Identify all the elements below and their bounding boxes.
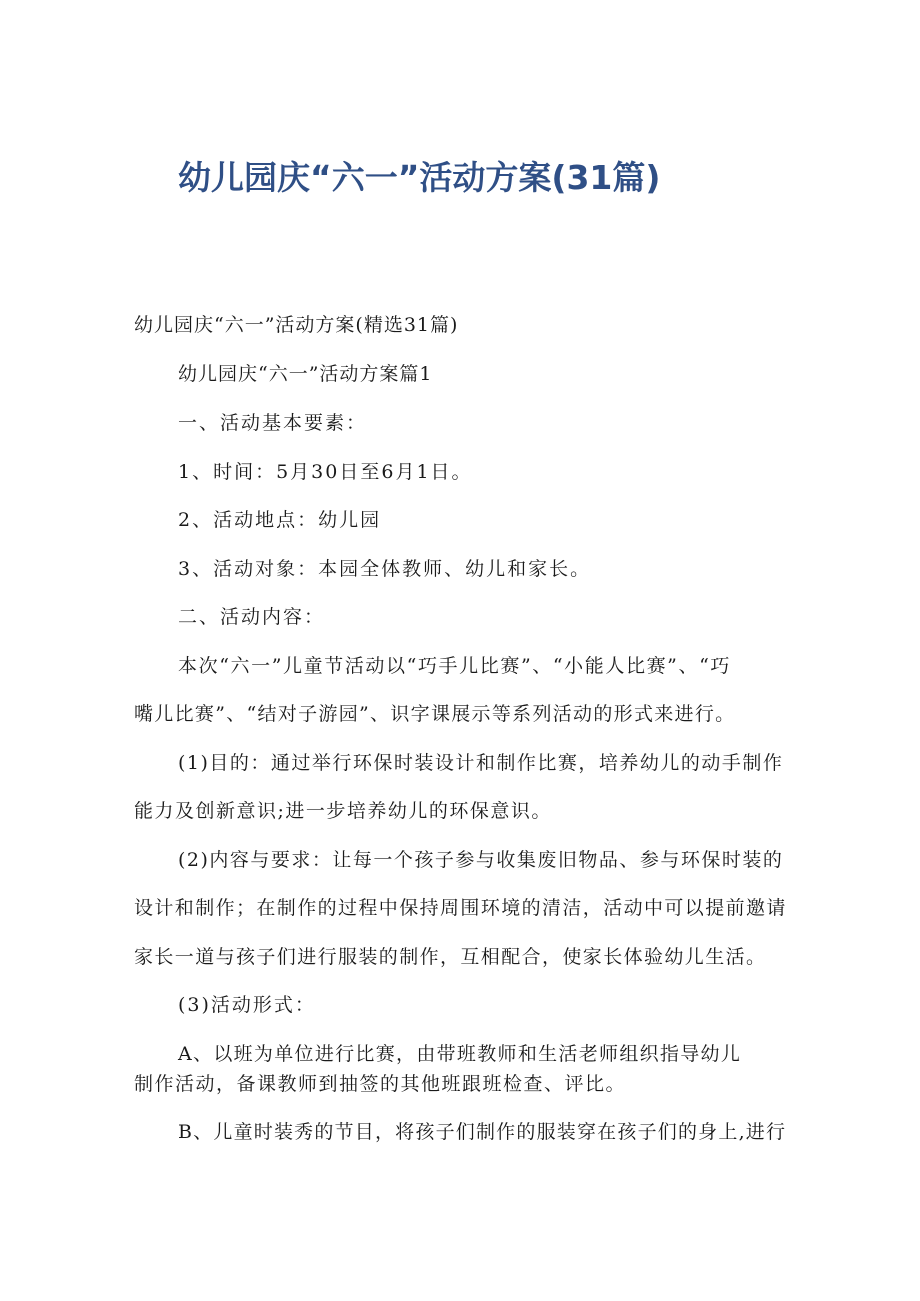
text-line: 2、活动地点：幼儿园 xyxy=(178,509,382,531)
text-line: 1、时间：5月30日至6月1日。 xyxy=(178,461,473,483)
text-line: A、以班为单位进行比赛，由带班教师和生活老师组织指导幼儿 xyxy=(178,1043,742,1065)
text-line: 能力及创新意识;进一步培养幼儿的环保意识。 xyxy=(134,800,552,822)
text-line: 制作活动，备课教师到抽签的其他班跟班检查、评比。 xyxy=(134,1073,627,1095)
text-line: B、儿童时装秀的节目，将孩子们制作的服装穿在孩子们的身上,进行 xyxy=(178,1121,787,1143)
text-line: 嘴儿比赛”、“结对子游园”、识字课展示等系列活动的形式来进行。 xyxy=(134,703,736,725)
document-title: 幼儿园庆“六一”活动方案(31篇) xyxy=(178,158,661,197)
text-line: (2)内容与要求：让每一个孩子参与收集废旧物品、参与环保时装的 xyxy=(178,849,784,871)
subtitle-line: 幼儿园庆“六一”活动方案(精选31篇) xyxy=(134,314,459,336)
text-line: 3、活动对象：本园全体教师、幼儿和家长。 xyxy=(178,558,592,580)
text-line: 二、活动内容： xyxy=(178,606,326,628)
text-line: 一、活动基本要素： xyxy=(178,412,368,434)
text-line: (3)活动形式： xyxy=(178,994,316,1016)
text-line: 设计和制作；在制作的过程中保持周围环境的清洁，活动中可以提前邀请 xyxy=(134,897,787,919)
text-line: 家长一道与孩子们进行服装的制作，互相配合，使家长体验幼儿生活。 xyxy=(134,946,767,968)
text-line: 本次“六一”儿童节活动以“巧手儿比赛”、“小能人比赛”、“巧 xyxy=(178,655,731,677)
section-heading: 幼儿园庆“六一”活动方案篇1 xyxy=(178,363,433,385)
text-line: (1)目的：通过举行环保时装设计和制作比赛，培养幼儿的动手制作 xyxy=(178,752,784,774)
